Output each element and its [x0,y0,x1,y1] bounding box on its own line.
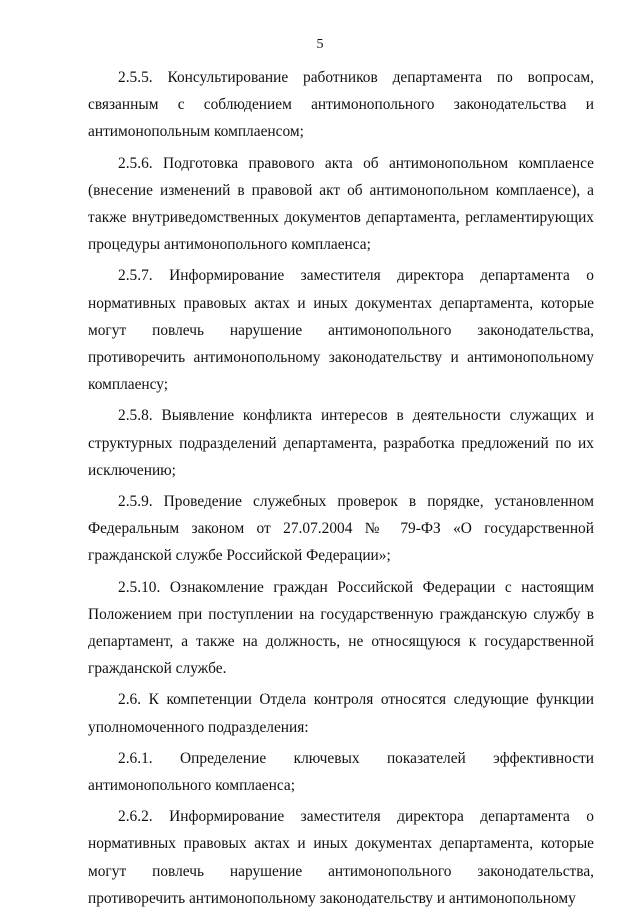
paragraph-2-5-9: 2.5.9. Проведение служебных проверок в порядке, установленном Федеральным законом от 27.07.2004 № 79-ФЗ «О государственной гражданской службе Российской Федерации»; [88,493,594,565]
paragraph-2-6-2: 2.6.2. Информирование заместителя директора департамента о нормативных правовых актах и иных документах департамента, которые могут повлечь нарушение антимонопольного законодательства, противоречить антимонопольному законодательству и антимонопольному [88,808,594,907]
paragraph-2-6: 2.6. К компетенции Отдела контроля относятся следующие функции уполномоченного подразделения: [88,691,594,736]
page-number: 5 [316,37,324,52]
paragraph-2-5-6: 2.5.6. Подготовка правового акта об антимонопольном комплаенсе (внесение изменений в правовой акт об антимонопольном комплаенсе), а также внутриведомственных документов департамента, регламентирующих процедуры антимонопольного комплаенса; [88,154,594,254]
paragraph-2-5-10: 2.5.10. Ознакомление граждан Российской Федерации с настоящим Положением при поступлении на государственную гражданскую службу в департамент, а также на должность, не относящуюся к государственной гражданской службе. [88,578,594,678]
document-body [88,64,594,916]
paragraph-2-5-5: 2.5.5. Консультирование работников департамента по вопросам, связанным с соблюдением антимонопольного законодательства и антимонопольным комплаенсом; [88,69,594,141]
paragraph-2-5-7: 2.5.7. Информирование заместителя директора департамента о нормативных правовых актах и иных документах департамента, которые могут повлечь нарушение антимонопольного законодательства, противоречить антимонопольному законодательству и антимонопольному комплаенсу; [88,267,594,394]
paragraph-2-6-1: 2.6.1. Определение ключевых показателей эффективности антимонопольного комплаенса; [88,749,594,795]
paragraph-2-5-8: 2.5.8. Выявление конфликта интересов в деятельности служащих и структурных подразделений департамента, разработка предложений по их исключению; [88,407,594,479]
